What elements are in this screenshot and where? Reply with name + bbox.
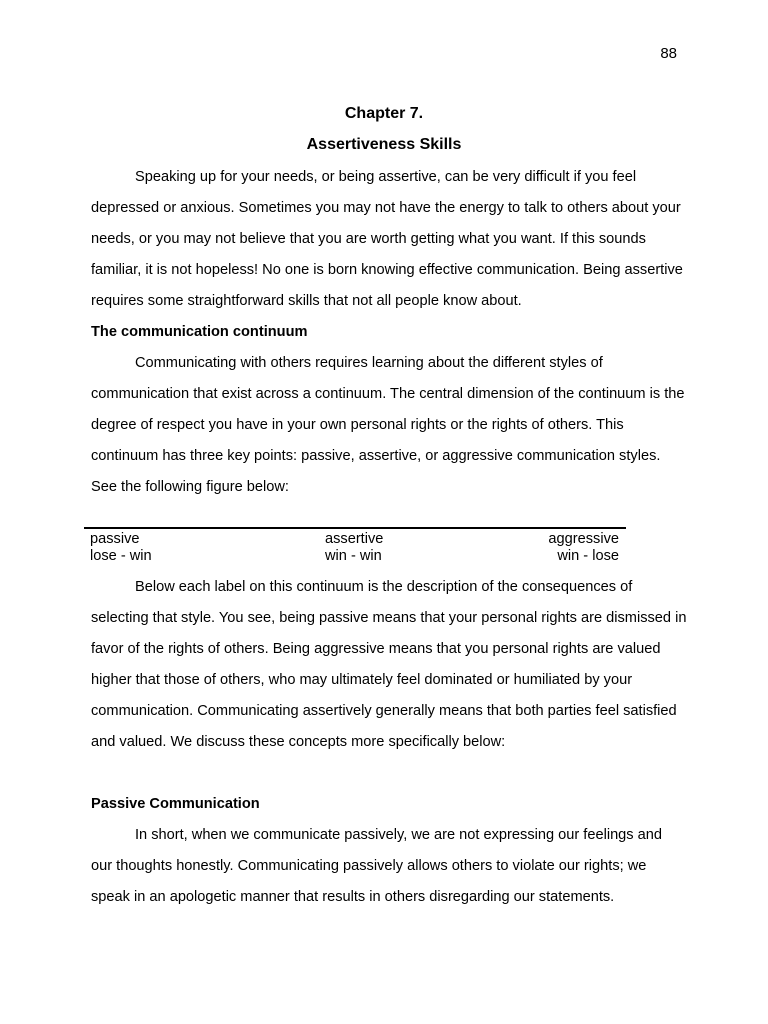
continuum-label: passive bbox=[90, 531, 140, 547]
chapter-title: Chapter 7. bbox=[344, 105, 424, 122]
continuum-label: assertive bbox=[325, 531, 384, 547]
continuum-point-assertive bbox=[325, 531, 383, 565]
chapter-subtitle: Assertiveness Skills bbox=[306, 136, 462, 153]
continuum-outcome: win - win bbox=[325, 548, 382, 564]
paragraph-passive-text: In short, when we communicate passively, we are not expressing our feelings and our thoughts honestly. Communicating passively allows others to violate our rights; we speak in an apologetic manner that results in others disregarding our statements. bbox=[91, 827, 662, 905]
paragraph-intro bbox=[91, 162, 687, 317]
continuum-figure bbox=[84, 527, 626, 569]
page-number: 88 bbox=[660, 45, 677, 62]
continuum-outcome: lose - win bbox=[90, 548, 152, 564]
continuum-label: aggressive bbox=[548, 531, 619, 547]
paragraph-consequences-text: Below each label on this continuum is the description of the consequences of selecting that style. You see, being passive means that your personal rights are dismissed in favor of the rights of others. Being aggressive means that you personal rights are valued higher that those of others, who may ultimately feel dominated or humiliated by your communication. Communicating assertively generally means that both parties feel satisfied and valued. We discuss these concepts more specifically below: bbox=[91, 579, 687, 750]
section-heading-passive: Passive Communication bbox=[91, 796, 260, 812]
paragraph-passive bbox=[91, 820, 687, 913]
paragraph-consequences bbox=[91, 572, 687, 758]
section-heading-continuum: The communication continuum bbox=[91, 324, 308, 340]
paragraph-continuum-text: Communicating with others requires learning about the different styles of communication that exist across a continuum. The central dimension of the continuum is the degree of respect you have in your own personal rights or the rights of others. This continuum has three key points: passive, assertive, or aggressive communication styles. See the following figure below: bbox=[91, 355, 685, 495]
continuum-point-passive bbox=[90, 531, 152, 565]
continuum-point-aggressive bbox=[548, 531, 619, 565]
continuum-outcome: win - lose bbox=[557, 548, 619, 564]
paragraph-intro-text: Speaking up for your needs, or being assertive, can be very difficult if you feel depressed or anxious. Sometimes you may not have the energy to talk to others about your needs, or you may not believe that you are worth getting what you want. If this sounds familiar, it is not hopeless! No one is born knowing effective communication. Being assertive requires some straightforward skills that not all people know about. bbox=[91, 169, 683, 309]
paragraph-continuum bbox=[91, 348, 687, 503]
